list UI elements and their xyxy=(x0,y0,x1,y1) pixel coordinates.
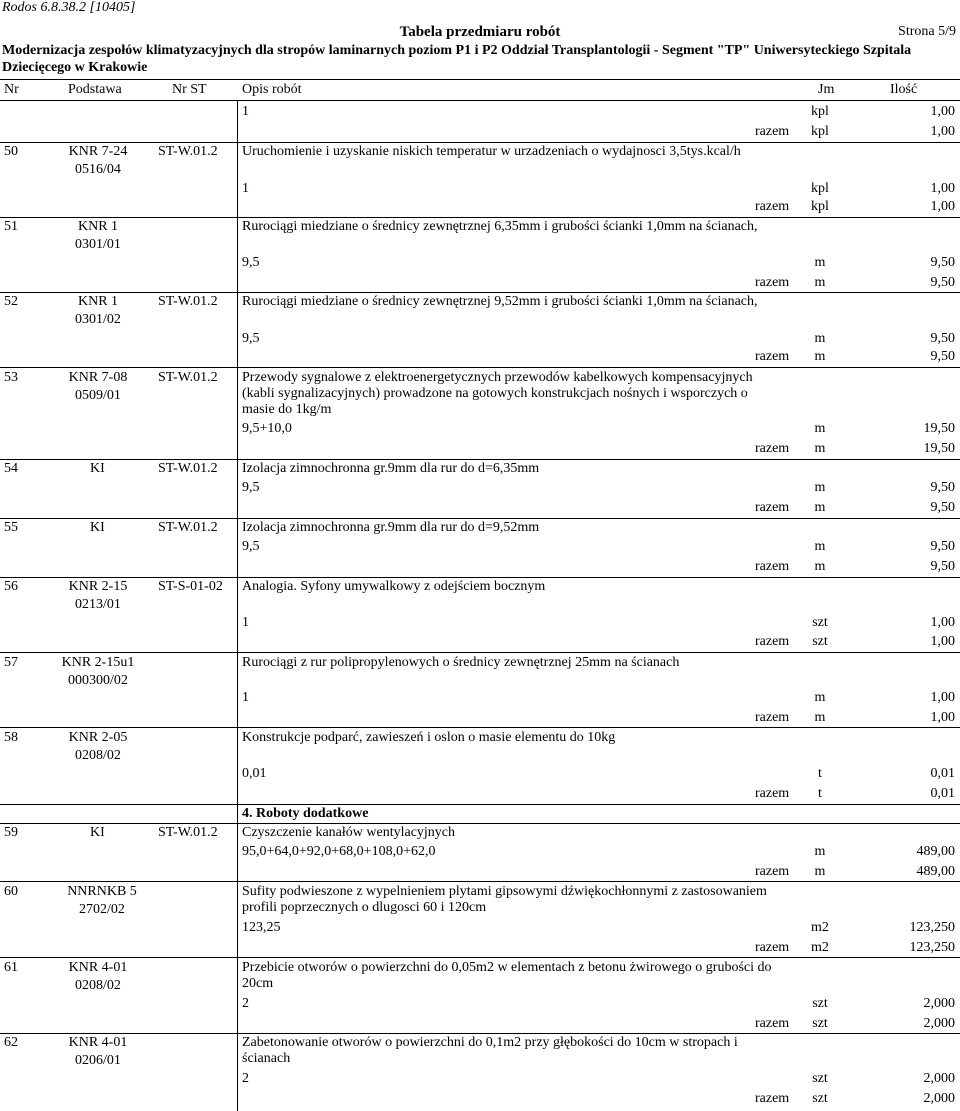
row-razem: razem xyxy=(755,441,790,456)
row-razem-qty: 0,01 xyxy=(930,786,955,801)
row-podstawa: KNR 2-15 xyxy=(68,579,128,594)
col-header-nr-st: Nr ST xyxy=(172,82,207,97)
col-header-podstawa: Podstawa xyxy=(68,82,122,97)
row-61-rule xyxy=(0,957,960,958)
row-qty: 19,50 xyxy=(923,421,955,436)
row-qty: 1,00 xyxy=(930,181,955,196)
row-calc: 1 xyxy=(242,181,249,196)
row-podstawa: KNR 4-01 xyxy=(68,960,128,975)
row-desc: Uruchomienie i uzyskanie niskich temperatur w urzadzeniach o wydajnosci 3,5tys.kcal/h xyxy=(242,144,741,159)
row-nr: 53 xyxy=(4,370,18,385)
row-nr: 61 xyxy=(4,960,18,975)
row-razem-jm: m xyxy=(814,710,826,725)
row-razem: razem xyxy=(755,786,790,801)
row-nr: 52 xyxy=(4,294,18,309)
row-razem: razem xyxy=(755,864,790,879)
header-bottom-rule xyxy=(0,100,960,101)
row-59-rule xyxy=(0,823,960,824)
row-razem: razem xyxy=(755,634,790,649)
row-calc: 2 xyxy=(242,996,249,1011)
row-razem: razem xyxy=(755,349,790,364)
row-58-rule xyxy=(0,727,960,728)
row-podstawa: KNR 2-05 xyxy=(68,730,128,745)
row-razem-qty: 19,50 xyxy=(923,441,955,456)
row-podstawa-code: 0509/01 xyxy=(75,388,121,403)
row-nr: 60 xyxy=(4,884,18,899)
row-nr: 62 xyxy=(4,1035,18,1050)
row-razem-qty: 2,000 xyxy=(923,1016,955,1031)
row-podstawa: KI xyxy=(90,520,105,535)
row-razem-jm: m2 xyxy=(811,940,829,955)
header-top-rule xyxy=(0,79,960,80)
row-razem: razem xyxy=(755,1091,790,1106)
row-qty: 9,50 xyxy=(930,331,955,346)
row-desc: Przewody sygnalowe z elektroenergetycznych przewodów kabelkowych kompensacyjnych (kabli sygnalizacyjnych) prowadzone na gotowych konstrukcjach nośnych i wsporczych o masie do 1kg/m xyxy=(242,370,753,417)
row-qty: 9,50 xyxy=(930,255,955,270)
row-50-rule xyxy=(0,142,960,143)
row-razem: razem xyxy=(755,199,790,214)
row-razem-qty: 9,50 xyxy=(930,559,955,574)
row-desc: Przebicie otworów o powierzchni do 0,05m2 w elementach z betonu żwirowego o grubości do 20cm xyxy=(242,960,772,991)
row-qty: 1,00 xyxy=(930,615,955,630)
row-62-rule xyxy=(0,1033,960,1034)
row-razem-jm: m xyxy=(814,559,826,574)
row-razem-jm: szt xyxy=(812,1091,828,1106)
row-nr: 51 xyxy=(4,219,18,234)
row-56-rule xyxy=(0,577,960,578)
row-jm: m xyxy=(814,255,826,270)
row-calc: 1 xyxy=(242,690,249,705)
col-header-jm: Jm xyxy=(818,82,835,97)
row-nr: 54 xyxy=(4,461,18,476)
col-header-nr: Nr xyxy=(4,82,19,97)
row-st: ST-W.01.2 xyxy=(158,144,218,159)
row-55-rule xyxy=(0,518,960,519)
row-53-rule xyxy=(0,367,960,368)
row-calc: 1 xyxy=(242,615,249,630)
row-razem: razem xyxy=(755,710,790,725)
carry-razem: razem xyxy=(755,124,790,139)
row-calc: 0,01 xyxy=(242,766,267,781)
doc-title: Tabela przedmiaru robót xyxy=(399,24,561,40)
col-header-ilosc: Ilość xyxy=(890,82,918,97)
row-calc: 9,5 xyxy=(242,255,260,270)
row-desc: Rurociągi miedziane o średnicy zewnętrznej 6,35mm i grubości ścianki 1,0mm na ścianach, xyxy=(242,219,758,234)
row-57-rule xyxy=(0,652,960,653)
row-nr: 57 xyxy=(4,655,18,670)
row-podstawa: KNR 1 xyxy=(77,294,119,309)
row-nr: 58 xyxy=(4,730,18,745)
row-podstawa: KNR 4-01 xyxy=(68,1035,128,1050)
row-razem-jm: m xyxy=(814,275,826,290)
row-desc: Sufity podwieszone z wypelnieniem plytami gipsowymi dźwiękochłonnymi z zastosowaniem profili poprzecznych o dlugosci 60 i 120cm xyxy=(242,884,767,915)
row-razem-qty: 489,00 xyxy=(916,864,955,879)
row-razem: razem xyxy=(755,275,790,290)
row-podstawa-code: 0301/01 xyxy=(75,237,121,252)
carry-calc: 1 xyxy=(242,104,249,119)
row-calc: 9,5 xyxy=(242,331,260,346)
row-razem-jm: m xyxy=(814,349,826,364)
row-qty: 1,00 xyxy=(930,690,955,705)
row-nr: 56 xyxy=(4,579,18,594)
row-podstawa-code: 0208/02 xyxy=(75,748,121,763)
row-jm: szt xyxy=(812,1071,828,1086)
row-st: ST-W.01.2 xyxy=(158,825,218,840)
col-header-opis: Opis robót xyxy=(242,82,302,97)
row-razem: razem xyxy=(755,1016,790,1031)
row-desc: Konstrukcje podparć, zawieszeń i oslon o masie elementu do 10kg xyxy=(242,730,616,745)
row-nr: 59 xyxy=(4,825,18,840)
row-razem-qty: 1,00 xyxy=(930,710,955,725)
row-podstawa-code: 2702/02 xyxy=(79,902,125,917)
row-st: ST-S-01-02 xyxy=(158,579,223,594)
row-podstawa-code: 0206/01 xyxy=(75,1053,121,1068)
section-heading: 4. Roboty dodatkowe xyxy=(242,806,369,821)
row-podstawa-code: 0301/02 xyxy=(75,312,121,327)
row-qty: 0,01 xyxy=(930,766,955,781)
row-razem: razem xyxy=(755,559,790,574)
row-razem: razem xyxy=(755,940,790,955)
row-podstawa: KI xyxy=(90,461,105,476)
row-desc: Czyszczenie kanałów wentylacyjnych xyxy=(242,825,456,840)
carry-razem-qty: 1,00 xyxy=(930,124,955,139)
row-qty: 2,000 xyxy=(923,1071,955,1086)
row-qty: 9,50 xyxy=(930,539,955,554)
carry-jm: kpl xyxy=(811,104,829,119)
row-podstawa: KI xyxy=(90,825,105,840)
row-razem-qty: 2,000 xyxy=(923,1091,955,1106)
carry-qty: 1,00 xyxy=(930,104,955,119)
row-razem-qty: 9,50 xyxy=(930,500,955,515)
row-razem-jm: m xyxy=(814,441,826,456)
row-jm: t xyxy=(818,766,822,781)
row-desc: Analogia. Syfony umywalkowy z odejściem bocznym xyxy=(242,579,546,594)
row-calc: 9,5 xyxy=(242,480,260,495)
app-version: Rodos 6.8.38.2 [10405] xyxy=(2,0,136,15)
row-razem-jm: m xyxy=(814,500,826,515)
section-rule xyxy=(0,804,960,805)
row-st: ST-W.01.2 xyxy=(158,520,218,535)
row-desc: Rurociągi miedziane o średnicy zewnętrznej 9,52mm i grubości ścianki 1,0mm na ścianach, xyxy=(242,294,758,309)
row-qty: 489,00 xyxy=(916,844,955,859)
row-jm: szt xyxy=(812,615,828,630)
row-calc: 2 xyxy=(242,1071,249,1086)
row-desc: Izolacja zimnochronna gr.9mm dla rur do d=9,52mm xyxy=(242,520,540,535)
row-60-rule xyxy=(0,881,960,882)
row-podstawa-code: 0516/04 xyxy=(75,162,121,177)
row-razem-qty: 123,250 xyxy=(909,940,955,955)
row-jm: m xyxy=(814,421,826,436)
row-podstawa: KNR 7-08 xyxy=(68,370,128,385)
row-qty: 123,250 xyxy=(909,920,955,935)
row-podstawa: NNRNKB 5 xyxy=(67,884,137,899)
row-desc: Zabetonowanie otworów o powierzchni do 0,1m2 przy głębokości do 10cm w stropach i ścianach xyxy=(242,1035,738,1066)
row-calc: 95,0+64,0+92,0+68,0+108,0+62,0 xyxy=(242,844,436,859)
row-razem-jm: szt xyxy=(812,634,828,649)
row-qty: 2,000 xyxy=(923,996,955,1011)
row-podstawa-code: 000300/02 xyxy=(68,673,128,688)
row-jm: m xyxy=(814,539,826,554)
row-jm: szt xyxy=(812,996,828,1011)
row-podstawa-code: 0213/01 xyxy=(75,597,121,612)
row-nr: 50 xyxy=(4,144,18,159)
row-jm: m xyxy=(814,331,826,346)
row-razem-jm: m xyxy=(814,864,826,879)
row-calc: 9,5 xyxy=(242,539,260,554)
row-jm: kpl xyxy=(811,181,829,196)
row-calc: 123,25 xyxy=(242,920,281,935)
row-jm: m2 xyxy=(811,920,829,935)
row-razem-jm: kpl xyxy=(811,199,829,214)
row-st: ST-W.01.2 xyxy=(158,370,218,385)
row-54-rule xyxy=(0,459,960,460)
row-51-rule xyxy=(0,217,960,218)
row-razem-jm: t xyxy=(818,786,822,801)
page-number: Strona 5/9 xyxy=(898,24,956,39)
row-podstawa: KNR 2-15u1 xyxy=(61,655,135,670)
row-jm: m xyxy=(814,690,826,705)
row-desc: Izolacja zimnochronna gr.9mm dla rur do d=6,35mm xyxy=(242,461,540,476)
row-52-rule xyxy=(0,292,960,293)
row-podstawa-code: 0208/02 xyxy=(75,978,121,993)
column-divider xyxy=(237,100,238,1111)
row-razem-jm: szt xyxy=(812,1016,828,1031)
row-razem: razem xyxy=(755,500,790,515)
row-nr: 55 xyxy=(4,520,18,535)
project-title: Modernizacja zespołów klimatyzacyjnych dla stropów laminarnych poziom P1 i P2 Oddział Transplantologii - Segment "TP" Uniwersyteckiego Szpitala Dziecięcego w Krakowie xyxy=(2,43,912,75)
carry-razem-jm: kpl xyxy=(811,124,829,139)
row-podstawa: KNR 1 xyxy=(77,219,119,234)
row-razem-qty: 9,50 xyxy=(930,349,955,364)
row-podstawa: KNR 7-24 xyxy=(68,144,128,159)
row-jm: m xyxy=(814,844,826,859)
row-razem-qty: 1,00 xyxy=(930,199,955,214)
row-razem-qty: 1,00 xyxy=(930,634,955,649)
row-st: ST-W.01.2 xyxy=(158,294,218,309)
row-jm: m xyxy=(814,480,826,495)
row-calc: 9,5+10,0 xyxy=(242,421,292,436)
row-st: ST-W.01.2 xyxy=(158,461,218,476)
row-razem-qty: 9,50 xyxy=(930,275,955,290)
row-desc: Rurociągi z rur polipropylenowych o średnicy zewnętrznej 25mm na ścianach xyxy=(242,655,680,670)
row-qty: 9,50 xyxy=(930,480,955,495)
